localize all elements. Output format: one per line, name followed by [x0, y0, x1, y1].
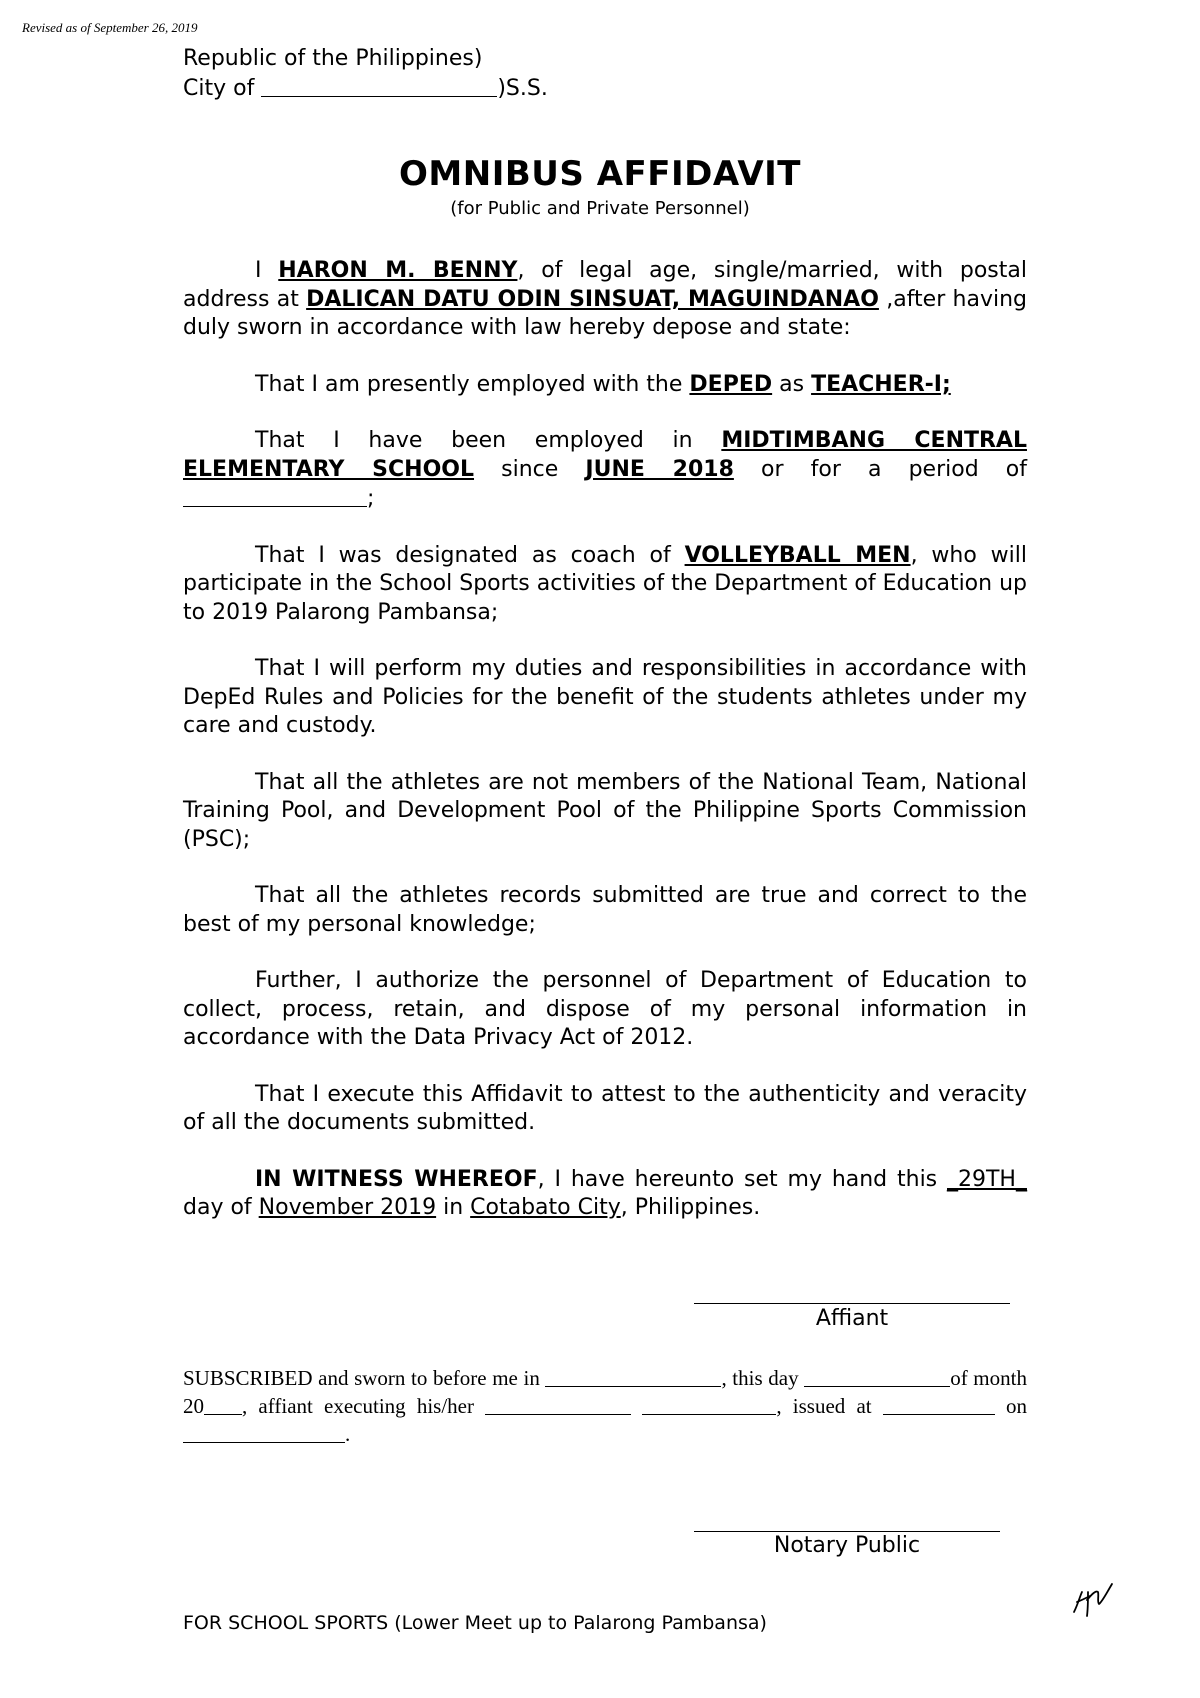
jurat-day-blank: [804, 1368, 950, 1387]
school-name: MIDTIMBANG CENTRAL ELEMENTARY SCHOOL: [183, 428, 1027, 482]
period-blank: [183, 484, 367, 507]
venue-header: [183, 44, 548, 104]
affiant-name: HARON M. BENNY: [278, 258, 518, 283]
witness-lead: IN WITNESS WHEREOF: [255, 1166, 538, 1192]
school-paragraph: That I have been employed in MIDTIMBANG CENTRAL ELEMENTARY SCHOOL since JUNE 2018 or for a period of ;: [183, 428, 1027, 511]
records-paragraph: That all the athletes records submitted are true and correct to the best of my personal knowledge;: [183, 883, 1027, 937]
jurat-id-cont-blank: [642, 1396, 776, 1415]
affiant-signature-line: [694, 1303, 1010, 1304]
affiant-label: Affiant: [815, 1306, 889, 1331]
witness-month: November 2019: [258, 1195, 437, 1220]
republic-line: Republic of the Philippines): [183, 46, 483, 71]
footer-note: FOR SCHOOL SPORTS (Lower Meet up to Palarong Pambansa): [183, 1612, 767, 1634]
jurat-year-blank: [204, 1396, 242, 1415]
city-suffix: )S.S.: [497, 76, 548, 101]
city-prefix: City of: [183, 76, 262, 101]
handwritten-initials: [1070, 1578, 1116, 1620]
notary-signature-line: [694, 1531, 1000, 1532]
employment-since: JUNE 2018: [585, 456, 734, 482]
affidavit-body: [183, 257, 1027, 1251]
duties-paragraph: That I will perform my duties and responsibilities in accordance with DepEd Rules and Policies for the benefit of the students athletes under my care and custody.: [183, 656, 1027, 738]
document-subtitle: (for Public and Private Personnel): [450, 198, 750, 219]
data-privacy-paragraph: Further, I authorize the personnel of Department of Education to collect, process, retain, and dispose of my personal information in accordance with the Data Privacy Act of 2012.: [183, 968, 1027, 1050]
employment-paragraph: That I am presently employed with the DEPED as TEACHER-I;: [255, 371, 951, 397]
attest-paragraph: That I execute this Affidavit to attest to the authenticity and veracity of all the documents submitted.: [183, 1081, 1027, 1135]
jurat-id-blank: [485, 1396, 631, 1415]
witness-paragraph: IN WITNESS WHEREOF, I have hereunto set my hand this _29TH_ day of November 2019 in Cotabato City, Philippines.: [183, 1166, 1027, 1220]
city-blank: [261, 74, 497, 97]
document-title: OMNIBUS AFFIDAVIT: [399, 154, 801, 194]
affiant-address: DALICAN DATU ODIN SINSUAT, MAGUINDANAO: [306, 286, 879, 312]
city-line: [183, 74, 548, 104]
jurat-block: SUBSCRIBED and sworn to before me in , this day of month 20 , affiant executing his/her , issued at on .: [183, 1366, 1028, 1446]
national-team-paragraph: That all the athletes are not members of the National Team, National Training Pool, and Development Pool of the Philippine Sports Commission (PSC);: [183, 769, 1027, 852]
sport-name: VOLLEYBALL MEN: [684, 542, 911, 568]
notary-label: Notary Public: [773, 1533, 921, 1558]
employer-agency: DEPED: [689, 371, 773, 397]
revision-note: Revised as of September 26, 2019: [22, 20, 198, 35]
jurat-issued-at-blank: [883, 1396, 995, 1415]
intro-paragraph: I HARON M. BENNY, of legal age, single/married, with postal address at DALICAN DATU ODIN SINSUAT, MAGUINDANAO ,after having duly sworn in accordance with law hereby depose and state:: [183, 258, 1027, 340]
jurat-issued-on-blank: [183, 1424, 345, 1443]
jurat-place-blank: [545, 1368, 721, 1387]
witness-day: _29TH_: [947, 1166, 1027, 1192]
position-title: TEACHER-I;: [811, 371, 951, 397]
witness-place: Cotabato City: [470, 1195, 621, 1220]
coach-paragraph: That I was designated as coach of VOLLEYBALL MEN, who will participate in the School Sports activities of the Department of Education up to 2019 Palarong Pambansa;: [183, 542, 1027, 625]
